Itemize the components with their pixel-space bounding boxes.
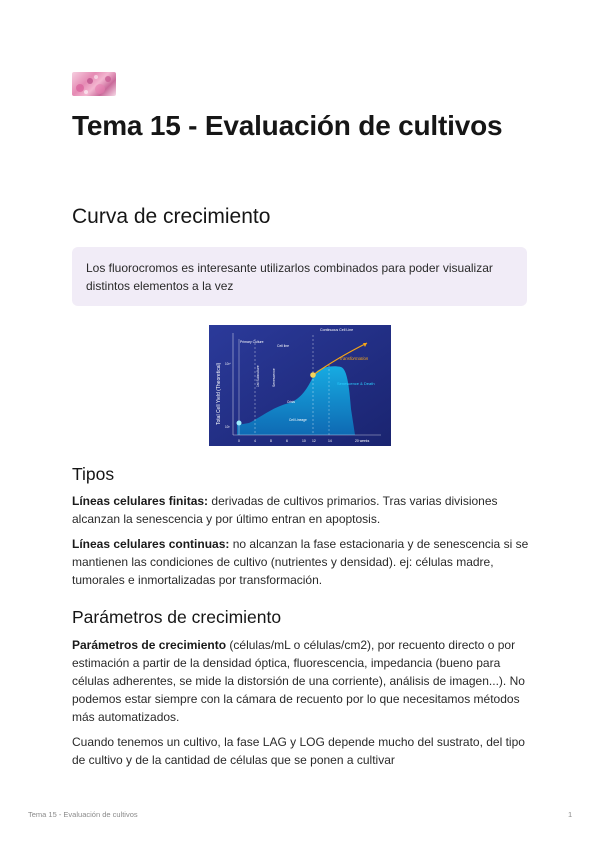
tipos-paragraph-1 xyxy=(72,492,532,528)
tipos-term-finitas: Líneas celulares finitas: xyxy=(72,494,209,508)
x-tick-label: 10 xyxy=(302,439,306,443)
tipos-text-continuas: no alcanzan la fase estacionaria y de senescencia si se mantienen las condiciones de cultivo (nutrientes y densidad). ej: células madre, tumorales e inmortalizadas por transformación. xyxy=(72,537,529,587)
x-tick-label: 12 xyxy=(312,439,316,443)
x-tick-label: 6 xyxy=(286,439,288,443)
y-axis-label: Total Cell Yield (Theoretical) xyxy=(216,362,222,425)
crisis-marker xyxy=(310,372,316,378)
parametros-paragraph-2: Cuando tenemos un cultivo, la fase LAG y LOG depende mucho del sustrato, del tipo de cultivo y de la cantidad de células que se ponen a cultivar xyxy=(72,735,525,767)
callout-text: Los fluorocromos es interesante utilizarlos combinados para poder visualizar distintos elementos a la vez xyxy=(86,261,493,293)
section-heading: Curva de crecimiento xyxy=(72,205,271,228)
y-tick-top: 10¹⁰ xyxy=(225,362,231,366)
tipos-heading: Tipos xyxy=(72,464,115,484)
page-number: 1 xyxy=(568,810,573,819)
cover-image xyxy=(72,72,116,96)
footer-title: Tema 15 - Evaluación de cultivos xyxy=(28,810,138,819)
x-weeks-label: 20 weeks xyxy=(355,439,370,443)
start-marker xyxy=(237,421,242,426)
cells-photo-icon xyxy=(72,72,116,96)
x-tick-label: 4 xyxy=(254,439,256,443)
label-senescence-mid: Senescence xyxy=(272,368,276,387)
x-tick-label: 0 xyxy=(238,439,240,443)
x-tick-label: 8 xyxy=(270,439,272,443)
parametros-paragraph-1 xyxy=(72,636,532,726)
parametros-text: (células/mL o células/cm2), por recuento directo o por estimación a partir de la densidad óptica, fluorescencia, impedancia (bueno para células adherentes, se mide la distorsión de una corriente), análisis de imagen...). No podemos estar siempre con la cámara de recuento por lo que necesitamos métodos más automatizados. xyxy=(72,638,525,724)
label-primary: Primary Culture xyxy=(240,340,264,344)
label-cell-line: Cell line xyxy=(277,344,290,348)
parametros-heading: Parámetros de crecimiento xyxy=(72,607,282,627)
tipos-text-finitas: derivadas de cultivos primarios. Tras varias divisiones alcanzan la senescencia y por último entran en apoptosis. xyxy=(72,494,498,526)
y-tick-bottom: 10³ xyxy=(225,425,230,429)
label-crisis: Crisis xyxy=(287,400,295,404)
tipos-term-continuas: Líneas celulares continuas: xyxy=(72,537,230,551)
parametros-term: Parámetros de crecimiento xyxy=(72,638,227,652)
label-senescence: Senescence & Death xyxy=(337,381,375,386)
growth-curve-figure xyxy=(209,325,391,446)
label-subculture: 1st Subculture xyxy=(256,365,260,387)
tipos-paragraph-2 xyxy=(72,535,532,589)
label-cell-lineage: Cell Lineage xyxy=(289,418,307,422)
page-title: Tema 15 - Evaluación de cultivos xyxy=(72,110,503,141)
callout-box xyxy=(72,247,527,306)
x-tick-label: 14 xyxy=(328,439,332,443)
label-transformation: Transformation xyxy=(339,356,369,361)
label-top-right: Continuous Cell Line xyxy=(320,328,354,332)
